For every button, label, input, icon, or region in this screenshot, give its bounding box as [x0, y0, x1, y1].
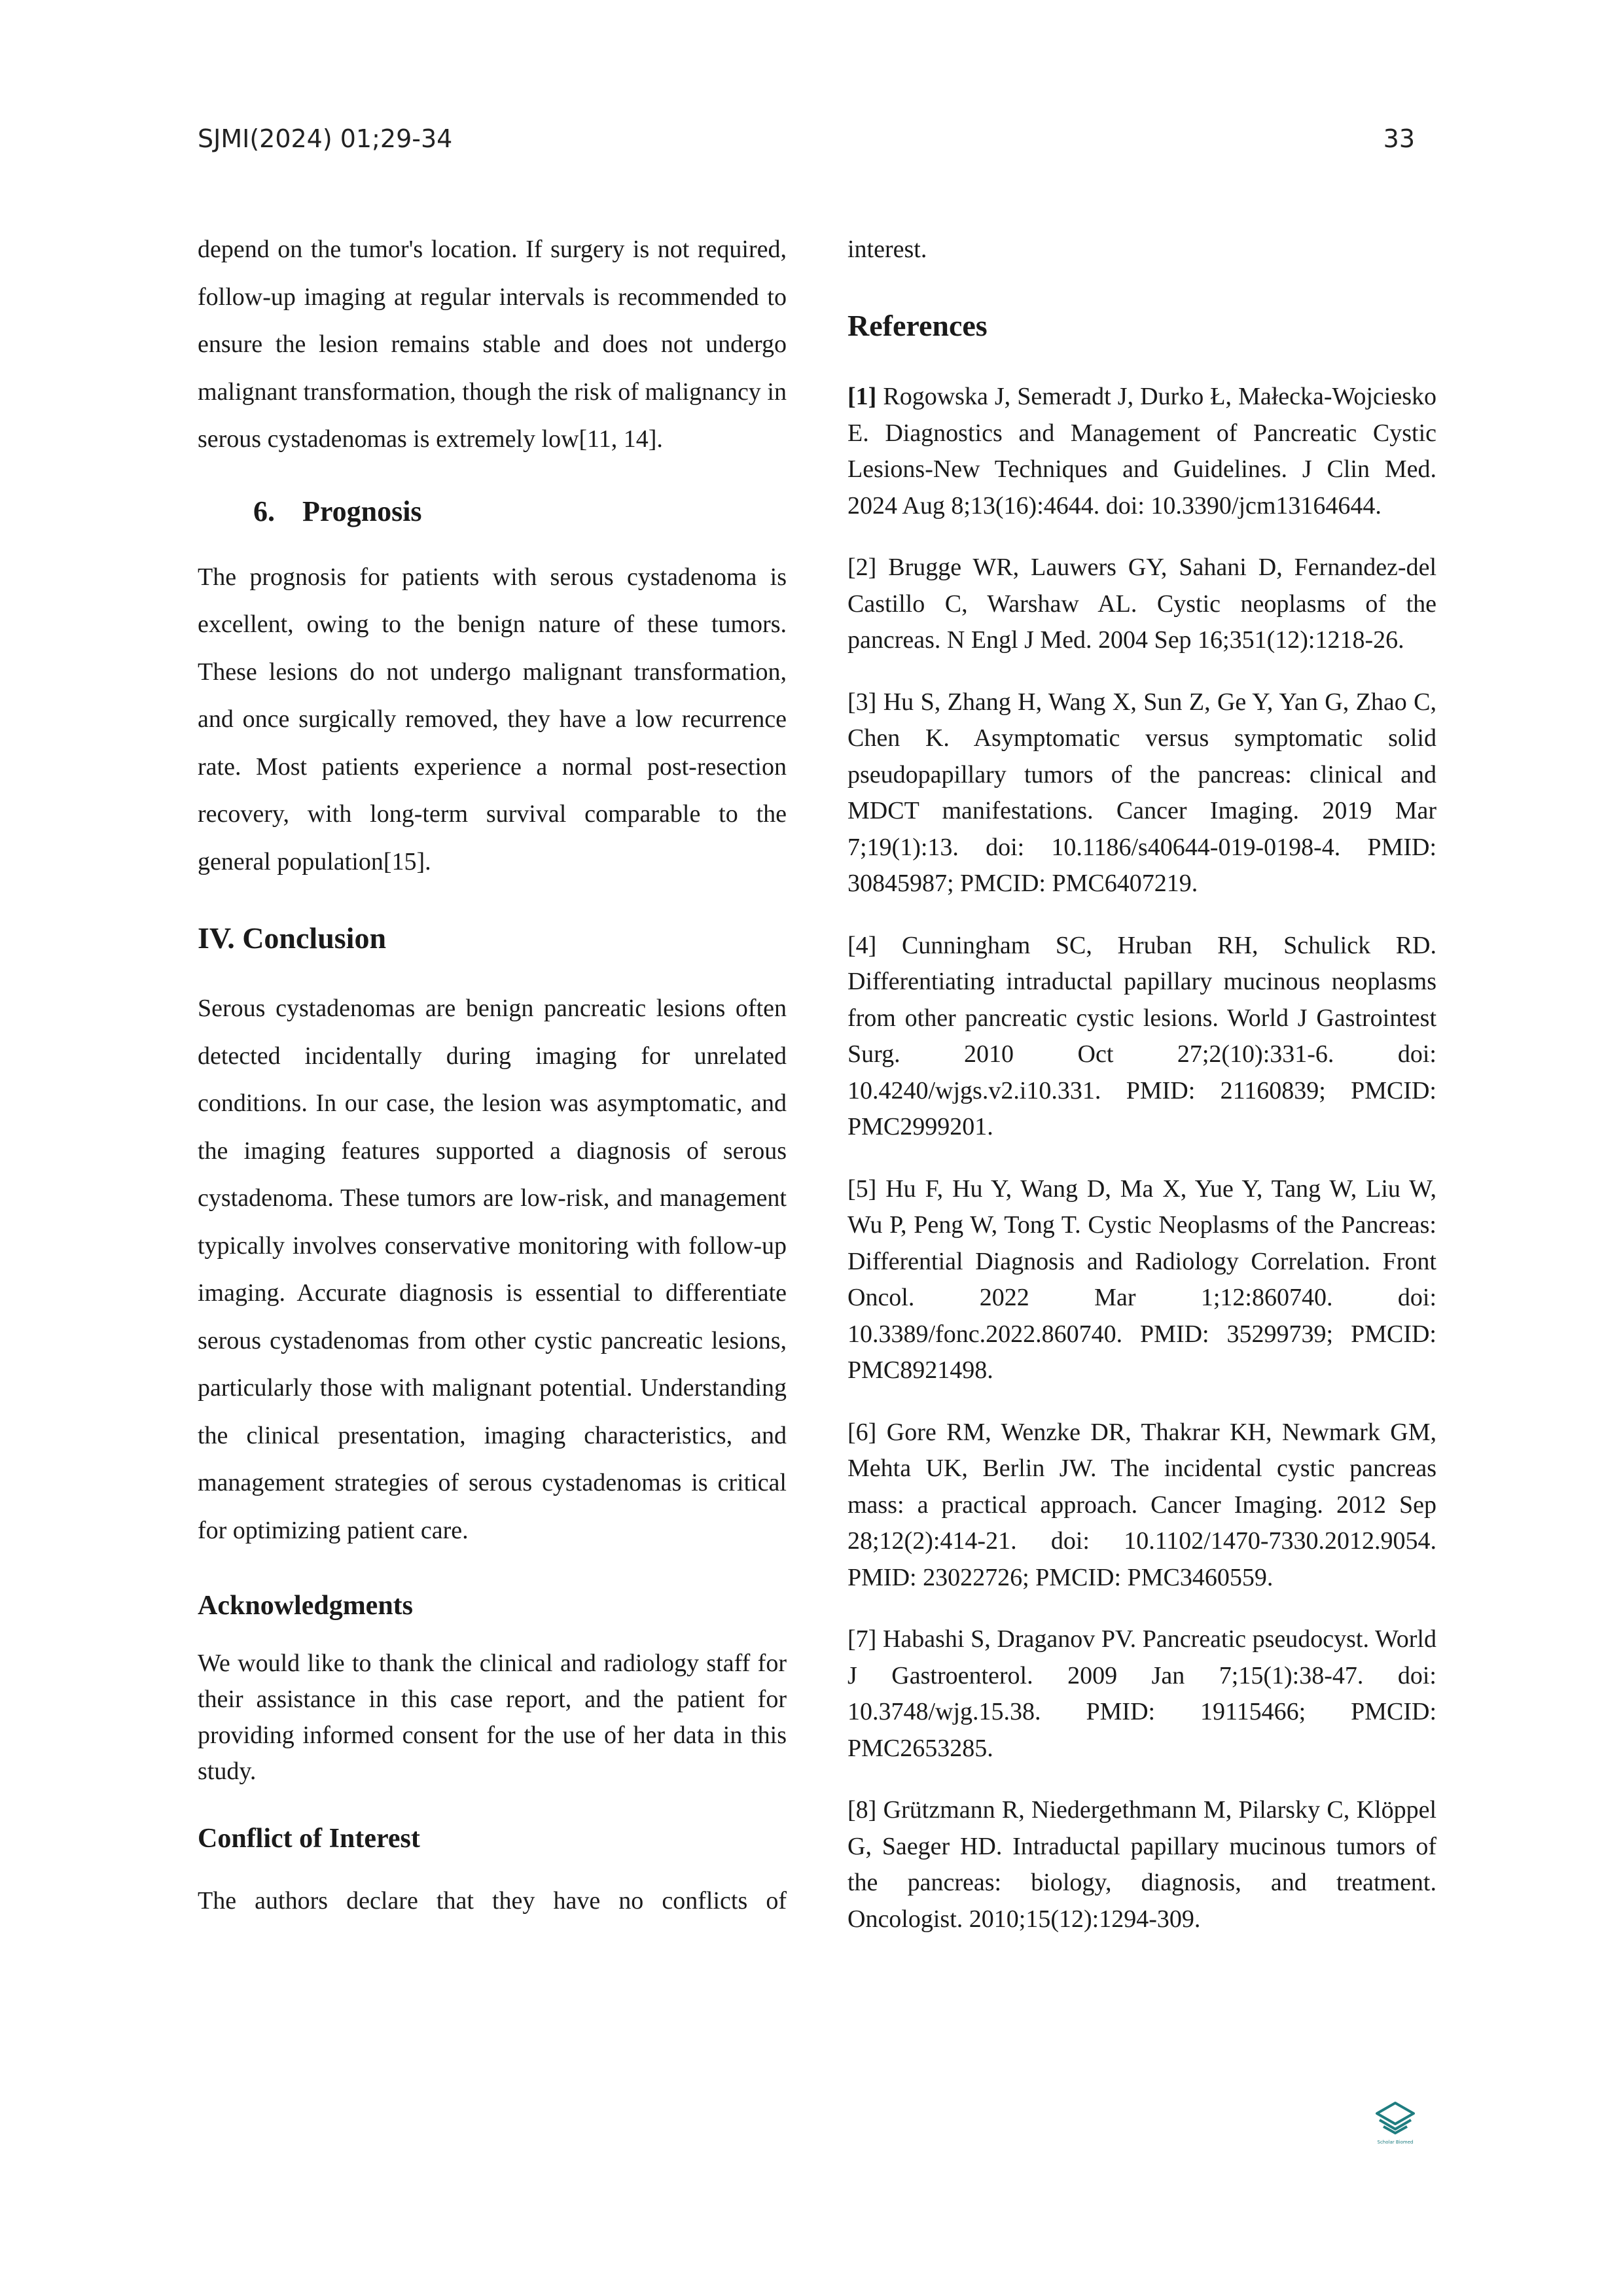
- prognosis-number: 6.: [253, 495, 275, 527]
- reference-text: Rogowska J, Semeradt J, Durko Ł, Małecka-Wojciesko E. Diagnostics and Management of Pancreatic Cystic Lesions-New Techniques and Guidelines. J Clin Med. 2024 Aug 8;13(16):4644. doi: 10.3390/jcm13164644.: [847, 383, 1436, 520]
- reference-number: [5]: [847, 1174, 877, 1203]
- conflict-paragraph: The authors declare that they have no conflicts of: [198, 1887, 787, 1915]
- acknowledgments-paragraph: We would like to thank the clinical and radiology staff for their assistance in this case report, and the patient for providing informed consent for the use of her data in this study.: [198, 1650, 787, 1785]
- conflict-continuation: interest.: [847, 236, 927, 263]
- reference-item: [847, 1415, 1436, 1597]
- prognosis-paragraph: The prognosis for patients with serous cystadenoma is excellent, owing to the benign nature of these tumors. These lesions do not undergo malignant transformation, and once surgically removed, they have a low recurrence rate. Most patients experience a normal post-resection recovery, with long-term survival comparable to the general population[15].: [198, 563, 787, 875]
- reference-item: [847, 379, 1436, 524]
- reference-item: [847, 928, 1436, 1146]
- publisher-logo-icon: [1373, 2100, 1418, 2147]
- reference-item: [847, 1171, 1436, 1389]
- reference-item: [847, 684, 1436, 902]
- reference-number: [3]: [847, 688, 877, 716]
- reference-list: [847, 379, 1436, 1937]
- right-column: [847, 226, 1436, 1963]
- left-column: [198, 226, 787, 1925]
- intro-paragraph: depend on the tumor's location. If surgery is not required, follow-up imaging at regular intervals is recommended to ensure the lesion remains stable and does not undergo malignant transformation, though the risk of malignancy in serous cystadenomas is extremely low[11, 14].: [198, 236, 787, 453]
- reference-text: Grützmann R, Niedergethmann M, Pilarsky C, Klöppel G, Saeger HD. Intraductal papillary mucinous tumors of the pancreas: biology, diagnosis, and treatment. Oncologist. 2010;15(12):1294-309.: [847, 1796, 1436, 1933]
- reference-number: [8]: [847, 1796, 877, 1824]
- reference-text: Habashi S, Draganov PV. Pancreatic pseudocyst. World J Gastroenterol. 2009 Jan 7;15(1):38-47. doi: 10.3748/wjg.15.38. PMID: 19115466; PMCID: PMC2653285.: [847, 1625, 1436, 1762]
- journal-citation: SJMI(2024) 01;29-34: [198, 124, 453, 153]
- reference-item: [847, 1621, 1436, 1767]
- reference-item: [847, 550, 1436, 659]
- page-number: 33: [1383, 124, 1415, 153]
- references-heading: References: [847, 309, 988, 342]
- reference-item: [847, 1792, 1436, 1937]
- reference-text: Cunningham SC, Hruban RH, Schulick RD. Differentiating intraductal papillary mucinous neoplasms from other pancreatic cystic lesions. World J Gastrointest Surg. 2010 Oct 27;2(10):331-6. doi: 10.4240/wjgs.v2.i10.331. PMID: 21160839; PMCID: PMC2999201.: [847, 931, 1436, 1140]
- prognosis-heading: [253, 497, 787, 526]
- page-header: [198, 124, 1415, 164]
- reference-number: [1]: [847, 383, 877, 410]
- reference-text: Hu F, Hu Y, Wang D, Ma X, Yue Y, Tang W, Liu W, Wu P, Peng W, Tong T. Cystic Neoplasms of the Pancreas: Differential Diagnosis and Radiology Correlation. Front Oncol. 2022 Mar 1;12:860740. doi: 10.3389/fonc.2022.860740. PMID: 35299739; PMCID: PMC8921498.: [847, 1174, 1436, 1384]
- reference-number: [7]: [847, 1625, 877, 1653]
- conflict-heading: Conflict of Interest: [198, 1824, 420, 1854]
- reference-text: Brugge WR, Lauwers GY, Sahani D, Fernandez-del Castillo C, Warshaw AL. Cystic neoplasms of the pancreas. N Engl J Med. 2004 Sep 16;351(12):1218-26.: [847, 554, 1436, 654]
- reference-number: [6]: [847, 1418, 877, 1446]
- conclusion-heading: IV. Conclusion: [198, 921, 387, 955]
- conclusion-paragraph: Serous cystadenomas are benign pancreatic lesions often detected incidentally during imaging for unrelated conditions. In our case, the lesion was asymptomatic, and the imaging features supported a diagnosis of serous cystadenoma. These tumors are low-risk, and management typically involves conservative monitoring with follow-up imaging. Accurate diagnosis is essential to differentiate serous cystadenomas from other cystic pancreatic lesions, particularly those with malignant potential. Understanding the clinical presentation, imaging characteristics, and management strategies of serous cystadenomas is critical for optimizing patient care.: [198, 995, 787, 1544]
- reference-text: Hu S, Zhang H, Wang X, Sun Z, Ge Y, Yan G, Zhao C, Chen K. Asymptomatic versus symptomatic solid pseudopapillary tumors of the pancreas: clinical and MDCT manifestations. Cancer Imaging. 2019 Mar 7;19(1):13. doi: 10.1186/s40644-019-0198-4. PMID: 30845987; PMCID: PMC6407219.: [847, 688, 1436, 897]
- reference-number: [4]: [847, 931, 877, 959]
- reference-text: Gore RM, Wenzke DR, Thakrar KH, Newmark GM, Mehta UK, Berlin JW. The incidental cystic pancreas mass: a practical approach. Cancer Imaging. 2012 Sep 28;12(2):414-21. doi: 10.1102/1470-7330.2012.9054. PMID: 23022726; PMCID: PMC3460559.: [847, 1418, 1436, 1591]
- reference-number: [2]: [847, 554, 877, 581]
- acknowledgments-heading: Acknowledgments: [198, 1591, 414, 1621]
- publisher-logo-text: Scholar Biomed: [1377, 2140, 1414, 2145]
- prognosis-title: Prognosis: [302, 495, 422, 527]
